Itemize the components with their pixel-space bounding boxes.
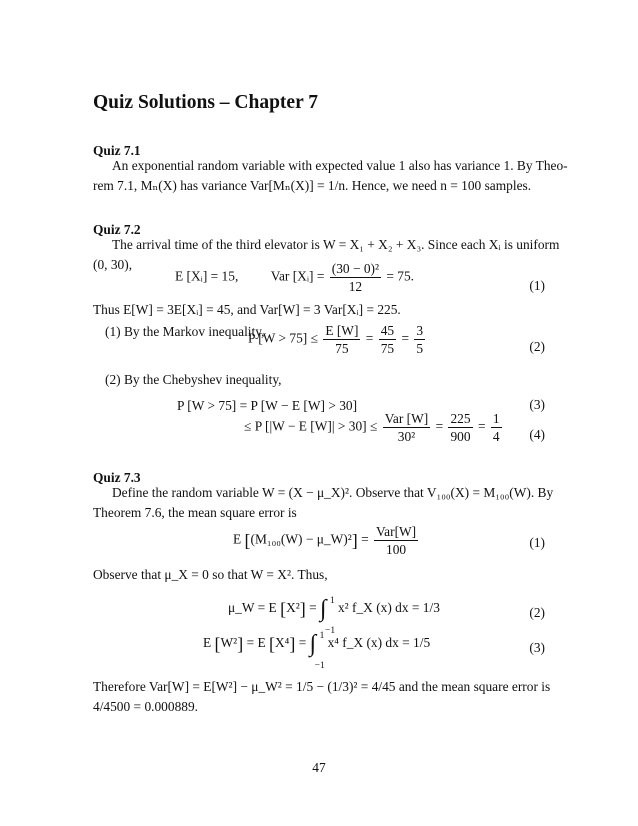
eq2-denominator-3: 5 <box>416 341 424 356</box>
q3-eq2-inner: X² <box>286 600 300 616</box>
q3-eq3-left: E <box>203 635 212 651</box>
q3-eq3-inner-1: W² <box>220 635 238 651</box>
eq4-denominator-2: 900 <box>450 429 471 444</box>
quiz-7-2-eq-number-2: (2) <box>529 339 545 354</box>
eq4-left: ≤ P [|W − E [W]| > 30] ≤ <box>244 418 378 434</box>
eq1-left: E [Xᵢ] = 15, <box>175 268 239 284</box>
quiz-7-2-equation-2: P [W > 75] ≤ $\frac{E [W]}{75}$ = $\frac{45}{75}$ = $\frac{3}{5}$ <box>248 323 424 356</box>
eq4-fraction-1 <box>383 410 431 445</box>
q3-eq1-numerator: Var[W] <box>376 524 417 539</box>
quiz-7-2-line-1: The arrival time of the third elevator is W = X₁ + X₂ + X₃. Since each Xᵢ is uniform <box>112 237 560 252</box>
quiz-7-2-equation-3: P [W > 75] = P [W − E [W] > 30] <box>177 398 358 413</box>
quiz-7-3-eq-number-3: (3) <box>529 640 545 655</box>
eq2-fraction-3 <box>414 322 425 357</box>
quiz-7-1-line-1: An exponential random variable with expected value 1 also has variance 1. By Theo- <box>112 158 568 173</box>
page-number: 47 <box>312 760 326 775</box>
eq4-denominator-3: 4 <box>492 429 500 444</box>
quiz-7-3-equation-3: E [W²] = E [X⁴] = ∫ 1 −1 x⁴ f_X (x) dx = 1/5 <box>203 631 431 671</box>
quiz-7-2-eq-number-1: (1) <box>529 278 545 293</box>
eq2-fraction-2 <box>379 322 396 357</box>
quiz-7-2-eq-number-4: (4) <box>529 427 545 442</box>
eq4-numerator-2: 225 <box>450 411 471 426</box>
quiz-7-3-final-line-1: Therefore Var[W] = E[W²] − μ_W² = 1/5 − (1/3)² = 4/45 and the mean square error is <box>93 679 551 694</box>
quiz-7-2-item-1: (1) By the Markov inequality, <box>105 324 265 339</box>
q3-eq1-left: E <box>233 531 242 547</box>
q3-eq3-inner-2: X⁴ <box>275 635 290 651</box>
quiz-7-2-equation-1 <box>175 260 414 295</box>
quiz-7-2-line-2: (0, 30), <box>93 257 133 272</box>
eq1-numerator: (30 − 0)² <box>331 261 380 276</box>
quiz-7-1-line-2: rem 7.1, Mₙ(X) has variance Var[Mₙ(X)] = 1/n. Hence, we need n = 100 samples. <box>93 178 532 193</box>
eq2-numerator-2: 45 <box>380 323 395 338</box>
eq2-denominator-1: 75 <box>335 341 349 356</box>
q3-eq1-inner: (M₁₀₀(W) − μ_W)² <box>250 531 352 547</box>
integral-sign-icon: ∫ 1 −1 <box>309 631 325 671</box>
quiz-7-2-thus: Thus E[W] = 3E[Xᵢ] = 45, and Var[W] = 3 Var[Xᵢ] = 225. <box>93 302 401 317</box>
eq2-denominator-2: 75 <box>380 341 395 356</box>
quiz-7-3-eq-number-1: (1) <box>529 535 545 550</box>
quiz-7-3-heading: Quiz 7.3 <box>93 470 141 485</box>
quiz-7-2-eq-number-3: (3) <box>529 397 545 412</box>
q3-eq1-denominator: 100 <box>386 542 407 557</box>
q3-eq3-integrand: x⁴ f_X (x) dx = 1/5 <box>327 635 431 651</box>
eq1-denominator: 12 <box>348 279 363 294</box>
quiz-7-3-equation-1: E [(M₁₀₀(W) − μ_W)²] = $\frac{\text{Var[W]}}{100}$ <box>233 524 417 557</box>
quiz-7-3-line-1: Define the random variable W = (X − μ_X)². Observe that V₁₀₀(X) = M₁₀₀(W). By <box>112 485 554 500</box>
quiz-7-2-heading: Quiz 7.2 <box>93 222 141 237</box>
eq1-fraction <box>330 260 381 295</box>
q3-eq2-integrand: x² f_X (x) dx = 1/3 <box>337 600 440 616</box>
eq4-numerator-1: Var [W] <box>384 411 429 426</box>
q3-eq2-left: μ_W = E <box>228 600 277 616</box>
eq2-numerator-1: E [W] <box>325 323 359 338</box>
quiz-7-3-eq-number-2: (2) <box>529 605 545 620</box>
eq2-numerator-3: 3 <box>416 323 424 338</box>
quiz-7-3-final-line-2: 4/4500 = 0.000889. <box>93 699 199 714</box>
quiz-7-3-equation-2: μ_W = E [X²] = ∫ 1 −1 x² f_X (x) dx = 1/3 <box>228 596 440 636</box>
quiz-7-2-equation-4: ≤ P [|W − E [W]| > 30] ≤ $\frac{\text{Var [W]}}{\text{30²}}$ = $\frac{225}{900}$ = $\frac{1}{4}$ <box>244 411 500 444</box>
quiz-7-1-heading: Quiz 7.1 <box>93 143 141 158</box>
quiz-7-3-observe: Observe that μ_X = 0 so that W = X². Thus, <box>93 567 328 582</box>
page-title: Quiz Solutions – Chapter 7 <box>93 92 319 113</box>
eq2-fraction-1 <box>323 322 360 357</box>
quiz-7-2-item-2: (2) By the Chebyshev inequality, <box>105 372 282 387</box>
eq1-right: = 75. <box>386 268 415 284</box>
eq2-left: P [W > 75] ≤ <box>248 330 318 346</box>
q3-eq1-fraction <box>374 523 418 558</box>
eq4-numerator-3: 1 <box>492 411 500 426</box>
eq4-fraction-2 <box>448 410 472 445</box>
eq1-mid: Var [Xᵢ] = <box>270 268 325 284</box>
quiz-7-3-line-2: Theorem 7.6, the mean square error is <box>93 505 297 520</box>
eq4-denominator-1: 30² <box>397 429 416 444</box>
eq4-fraction-3 <box>491 410 502 445</box>
integral-sign-icon: ∫ 1 −1 <box>320 596 336 636</box>
